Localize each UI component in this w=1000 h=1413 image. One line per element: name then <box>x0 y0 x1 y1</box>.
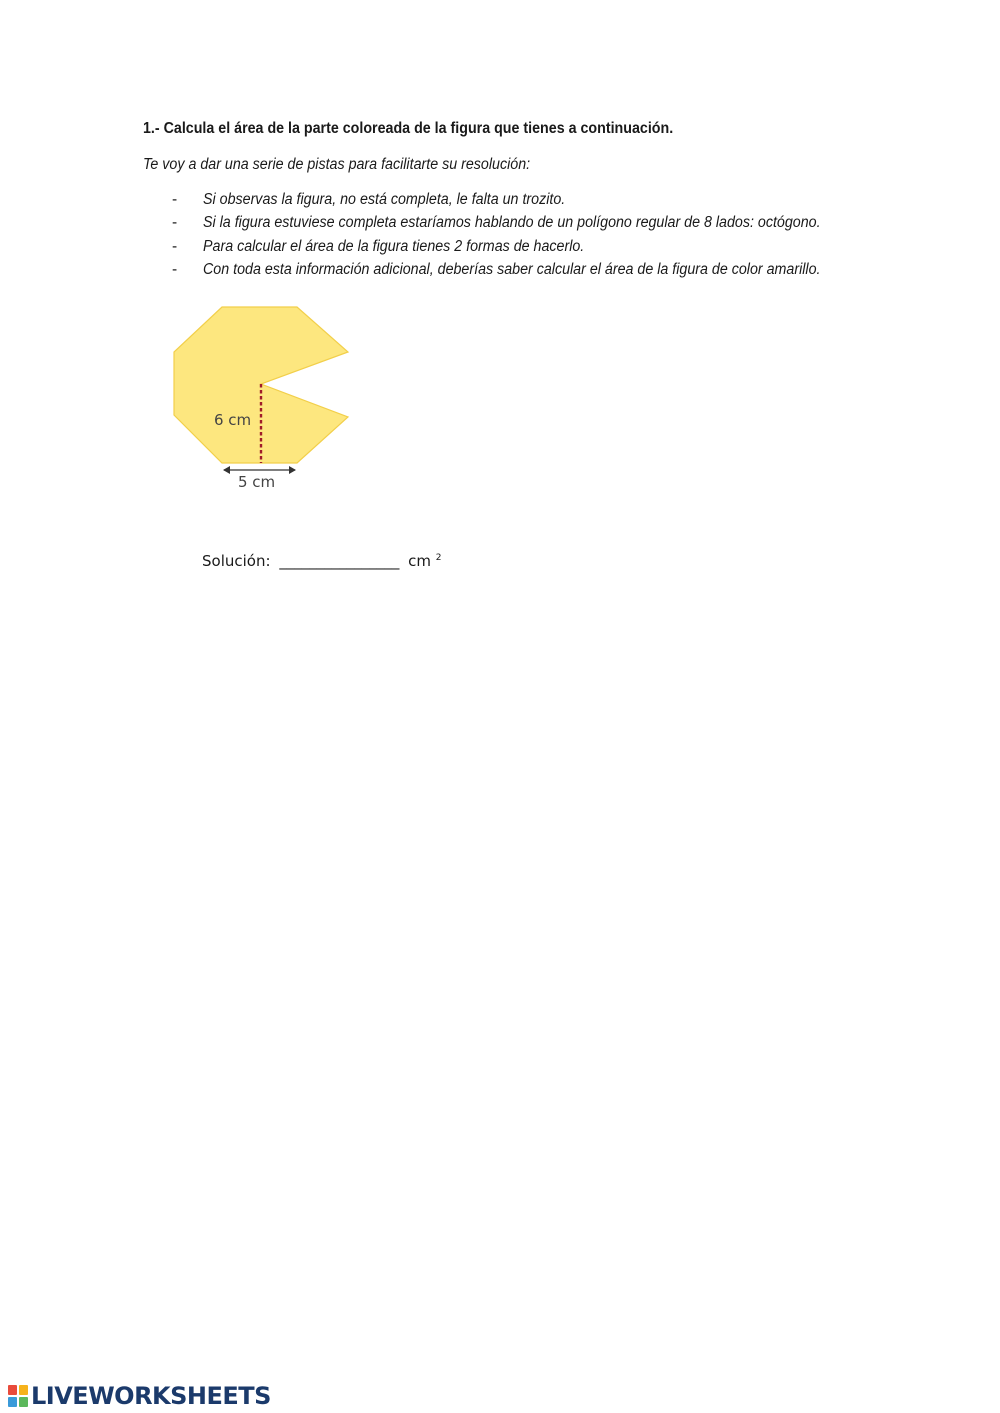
logo-blocks-icon <box>8 1385 28 1407</box>
side-label: 5 cm <box>238 473 276 491</box>
hint-marker: - <box>172 191 178 208</box>
hint-marker: - <box>172 214 178 232</box>
question-title: 1.- Calcula el área de la parte coloreada de la figura que tienes a continuación. <box>143 120 674 137</box>
hint-text: Para calcular el área de la figura tienes 2 formas de hacerlo. <box>203 237 585 255</box>
hint-text: Con toda esta información adicional, deberías saber calcular el área de la figura de color amarillo. <box>203 260 821 278</box>
solution-answer-blank[interactable]: ________________ <box>279 552 400 570</box>
logo-block <box>8 1397 17 1407</box>
logo-block <box>8 1385 17 1395</box>
logo-block <box>19 1385 28 1395</box>
hints-intro: Te voy a dar una serie de pistas para facilitarte su resolución: <box>143 156 531 173</box>
solution-label: Solución: <box>202 552 271 570</box>
logo-block <box>19 1397 28 1407</box>
octagon-figure <box>160 295 370 500</box>
liveworksheets-logo <box>8 1381 271 1411</box>
apothem-label: 6 cm <box>214 411 252 429</box>
logo-wordmark: LIVEWORKSHEETS <box>31 1382 271 1410</box>
hint-text: Si la figura estuviese completa estaríamos hablando de un polígono regular de 8 lados: octógono. <box>203 214 821 232</box>
solution-unit: cm <box>408 552 431 570</box>
solution-line <box>202 552 441 570</box>
hint-text: Si observas la figura, no está completa, le falta un trozito. <box>203 191 566 208</box>
hint-marker: - <box>172 260 178 278</box>
solution-exponent: 2 <box>435 553 442 563</box>
hint-marker: - <box>172 237 178 255</box>
